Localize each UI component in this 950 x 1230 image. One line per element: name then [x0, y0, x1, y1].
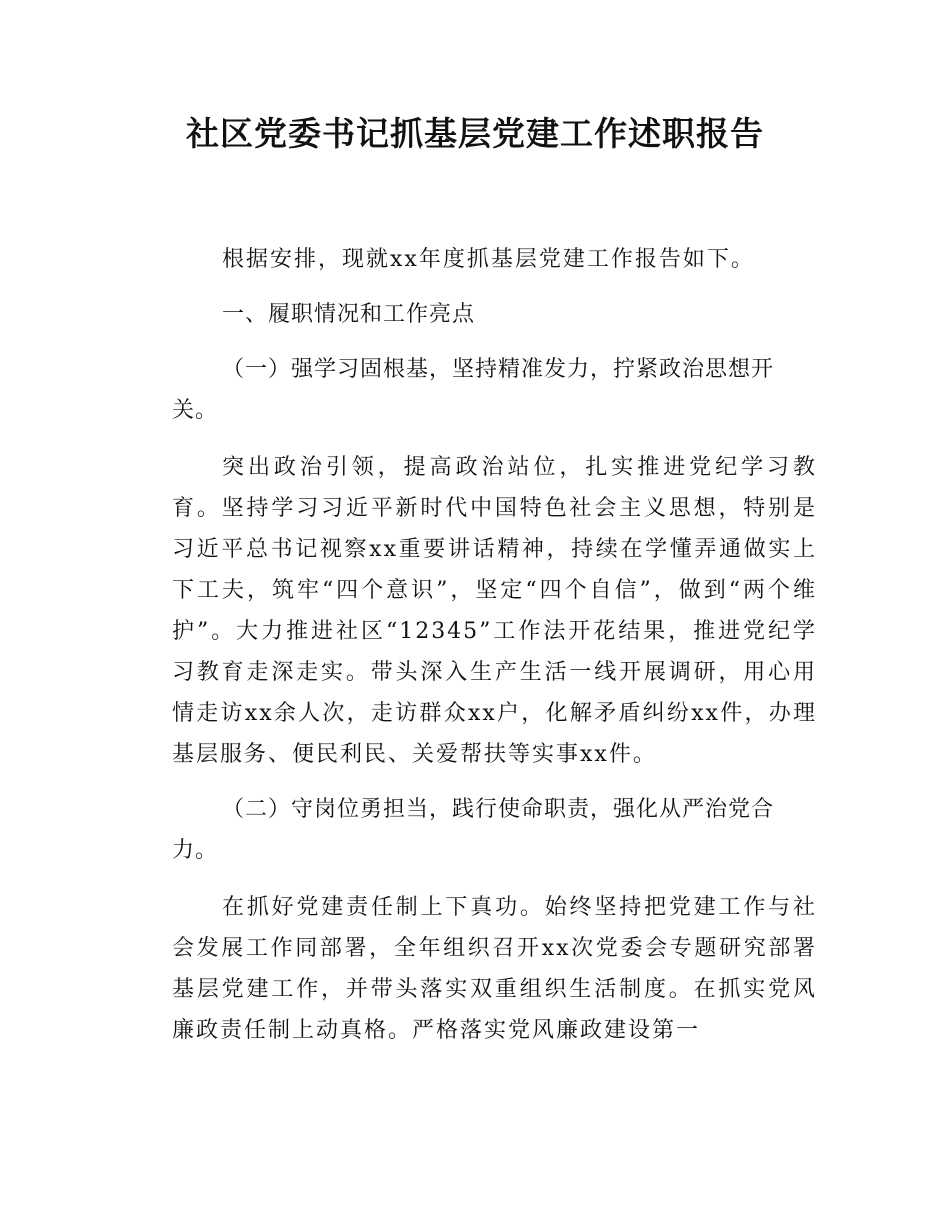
section-heading-1: 一、履职情况和工作亮点 — [222, 302, 476, 327]
document-title: 社区党委书记抓基层党建工作述职报告 — [186, 114, 764, 153]
document-body — [172, 239, 817, 1051]
subsection-heading-1: （一）强学习固根基，坚持精准发力，拧紧政治思想开关。 — [172, 357, 775, 423]
subsection-body-2: 在抓好党建责任制上下真功。始终坚持把党建工作与社会发展工作同部署，全年组织召开xx次党委会专题研究部署基层党建工作，并带头落实双重组织生活制度。在抓实党风廉政责任制上动真格。严格落实党风廉政建设第一 — [172, 895, 817, 1043]
subsection-body-1: 突出政治引领，提高政治站位，扎实推进党纪学习教育。坚持学习习近平新时代中国特色社会主义思想，特别是习近平总书记视察xx重要讲话精神，持续在学懂弄通做实上下工夫，筑牢“四个意识”，坚定“四个自信”，做到“两个维护”。大力推进社区“12345”工作法开花结果，推进党纪学习教育走深走实。带头深入生产生活一线开展调研，用心用情走访xx余人次，走访群众xx户，化解矛盾纠纷xx件，办理基层服务、便民利民、关爱帮扶等实事xx件。 — [172, 455, 817, 767]
subsection-heading-2: （二）守岗位勇担当，践行使命职责，强化从严治党合力。 — [172, 797, 775, 863]
intro-paragraph: 根据安排，现就xx年度抓基层党建工作报告如下。 — [222, 247, 755, 272]
